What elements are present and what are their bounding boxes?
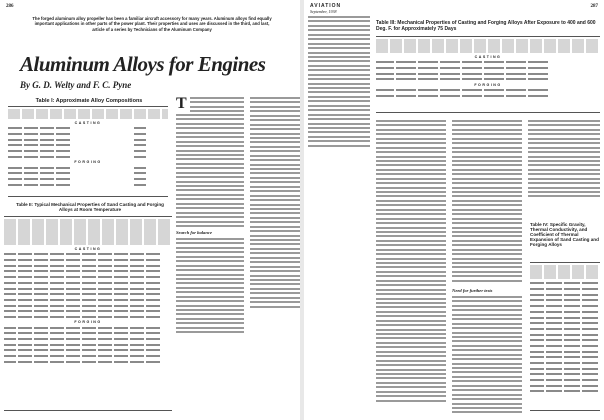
table-row [530,338,600,343]
table-row [530,298,600,303]
table4-caption: Table IV: Specific Gravity, Thermal Conductivity, and Coefficient of Thermal Expansion of Sand Casting and Forging Alloys [530,222,599,247]
body-column-1 [190,97,244,115]
table-row [530,332,600,337]
table3-caption: Table III: Mechanical Properties of Casting and Forging Alloys After Exposure to 400 and 600 Deg. F. for Approximately 75 Days [376,20,596,32]
table-row [8,143,168,148]
table-row [8,177,168,182]
table2-top-rule [4,216,172,217]
table-row [530,281,600,286]
table3-header [376,39,600,53]
body-column-2 [250,97,300,310]
table-row [376,60,600,65]
table-row [530,355,600,360]
table-row [530,292,600,297]
byline: By G. D. Welty and F. C. Pyne [20,80,132,90]
body-column-4 [376,120,446,404]
table-row [530,383,600,388]
table-row [530,321,600,326]
table-row [4,331,172,336]
table-row [530,372,600,377]
table-row [4,309,172,314]
table-row [8,154,168,159]
table4 [530,265,600,395]
table-row [376,66,600,71]
table-row [4,275,172,280]
table4-top-rule [530,262,600,263]
table-row [8,137,168,142]
article-title: Aluminum Alloys for Engines [20,52,266,76]
table-row [530,378,600,383]
table1-caption: Table I: Approximate Alloy Compositions [35,98,143,104]
left-page [0,0,300,420]
intro-paragraph: The forged aluminum alloy propeller has been a familiar aircraft accessory for many years. Aluminum alloys find equally important applications in other parts of the power plant. Their properties and uses are discussed in the third, and last, article of a series by Technicians of the Aluminum Company [32,16,272,32]
table-row [4,280,172,285]
table3-group-forging: FORGING [474,82,502,87]
table4-bottom-rule [530,410,600,411]
table2-group-forging: FORGING [74,320,102,325]
table1 [8,109,168,188]
table-row [4,252,172,257]
table-row [530,287,600,292]
body-column-1-lower [176,238,244,336]
right-page [304,0,604,420]
body-column-1-cont [176,114,244,229]
table3-group-casting: CASTING [474,55,502,59]
table4-header [530,265,600,279]
table-row [4,292,172,297]
table2-bottom-rule [4,410,172,411]
table-row [4,263,172,268]
table1-group-forging: FORGING [74,160,102,165]
table-row [530,361,600,366]
heading-search-for-balance: Search for balance [176,230,212,235]
table-row [4,342,172,347]
table-row [4,337,172,342]
table-row [4,303,172,308]
table-row [8,149,168,154]
table2-header [4,219,172,245]
table1-top-rule [8,106,168,107]
table3 [376,39,600,99]
page-number: 286 [6,4,14,9]
table1-header [8,109,168,119]
table-row [8,132,168,137]
table-row [530,327,600,332]
heading-need-for-further-tests: Need for further tests [452,288,493,293]
table-row [4,258,172,263]
table-row [8,165,168,170]
body-column-6 [528,120,600,200]
body-column-3 [308,16,370,149]
table-row [4,315,172,320]
table1-group-casting: CASTING [74,121,102,125]
table-row [376,71,600,76]
table1-bottom-rule [8,196,168,197]
table3-bottom-rule [376,112,600,113]
drop-cap: T [176,95,187,112]
table-row [8,182,168,187]
table-row [530,315,600,320]
body-column-5 [452,120,522,284]
table-row [4,298,172,303]
body-column-5-lower [452,296,522,416]
table-row [8,171,168,176]
table-row [8,126,168,131]
table-row [530,344,600,349]
masthead-title: AVIATION [310,3,342,9]
table-row [530,389,600,394]
table-row [376,93,600,98]
table-row [530,304,600,309]
table-row [4,348,172,353]
table2-group-casting: CASTING [74,247,102,251]
table-row [530,349,600,354]
table-row [530,309,600,314]
table2 [4,219,172,365]
table3-top-rule [376,36,600,37]
issue-date: September, 1938 [310,9,337,14]
table-row [4,269,172,274]
table-row [4,359,172,364]
table-row [530,366,600,371]
table-row [4,286,172,291]
table-row [4,354,172,359]
page-number: 287 [590,4,598,9]
table2-caption: Table II: Typical Mechanical Properties of Sand Casting and Forging Alloys at Room Temperature [16,202,164,212]
table-row [4,325,172,330]
table-row [376,88,600,93]
table-row [376,77,600,82]
masthead [310,3,341,14]
